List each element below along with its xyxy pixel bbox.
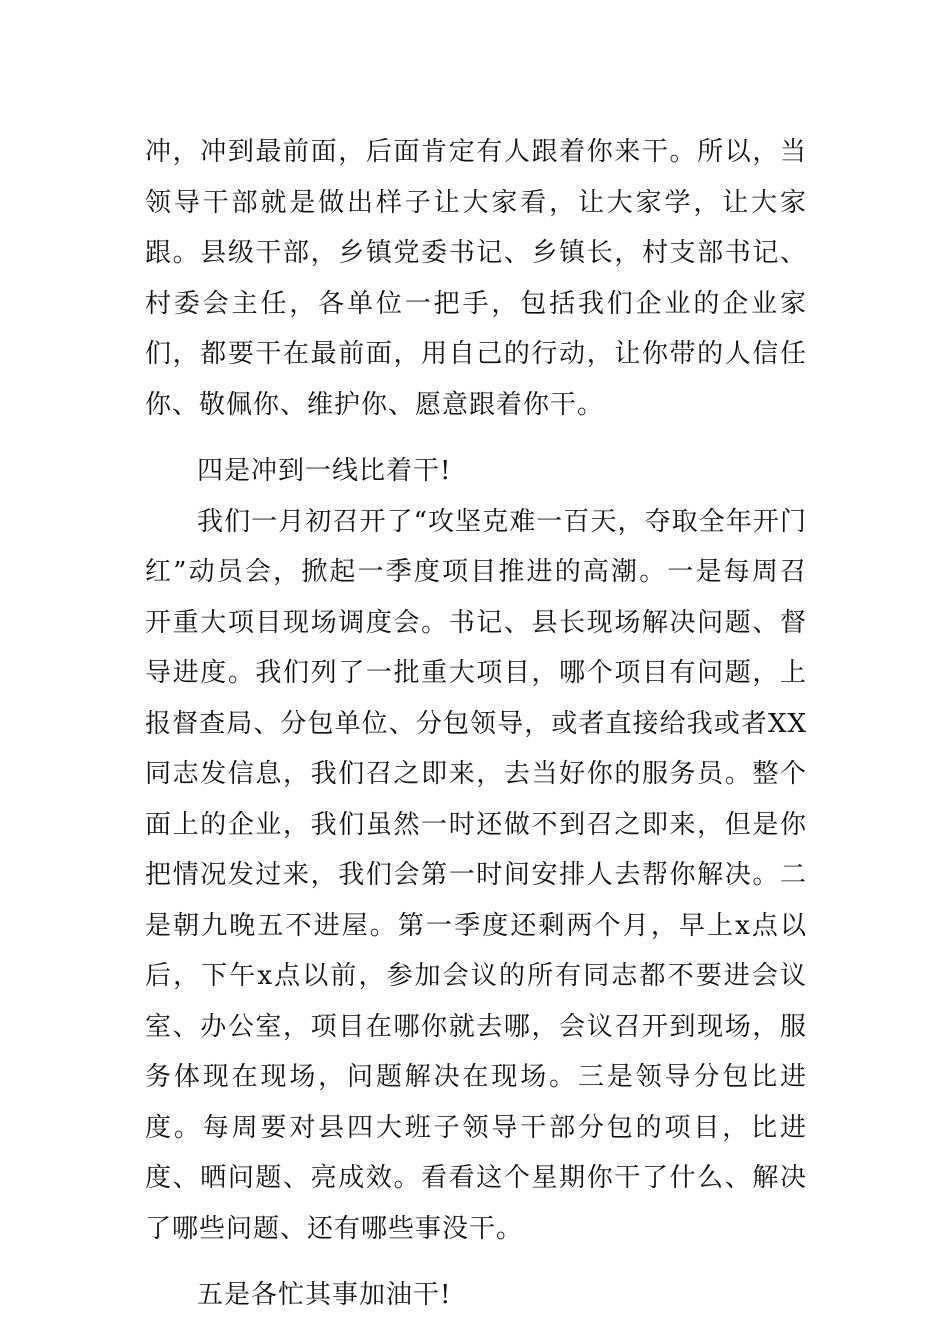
document-body <box>145 127 807 1321</box>
section-heading-five: 五是各忙其事加油干! <box>197 1280 452 1310</box>
paragraph-continuation: 冲，冲到最前面，后面肯定有人跟着你来干。所以，当领导干部就是做出样子让大家看，让大家学，让大家跟。县级干部，乡镇党委书记、乡镇长，村支部书记、村委会主任，各单位一把手，包括我们企业的企业家们，都要干在最前面，用自己的行动，让你带的人信任你、敬佩你、维护你、愿意跟着你干。 <box>145 137 807 420</box>
section-heading-four: 四是冲到一线比着干! <box>197 456 452 486</box>
paragraph-body: 我们一月初召开了“攻坚克难一百天，夺取全年开门红”动员会，掀起一季度项目推进的高潮。一是每周召开重大项目现场调度会。书记、县长现场解决问题、督导进度。我们列了一批重大项目，哪个项目有问题，上报督查局、分包单位、分包领导，或者直接给我或者XX同志发信息，我们召之即来，去当好你的服务员。整个面上的企业，我们虽然一时还做不到召之即来，但是你把情况发过来，我们会第一时间安排人去帮你解决。二是朝九晚五不进屋。第一季度还剩两个月，早上x点以后，下午x点以前，参加会议的所有同志都不要进会议室、办公室，项目在哪你就去哪，会议召开到现场，服务体现在现场，问题解决在现场。三是领导分包比进度。每周要对县四大班子领导干部分包的项目，比进度、晒问题、亮成效。看看这个星期你干了什么、解决了哪些问题、还有哪些事没干。 <box>145 506 807 1244</box>
